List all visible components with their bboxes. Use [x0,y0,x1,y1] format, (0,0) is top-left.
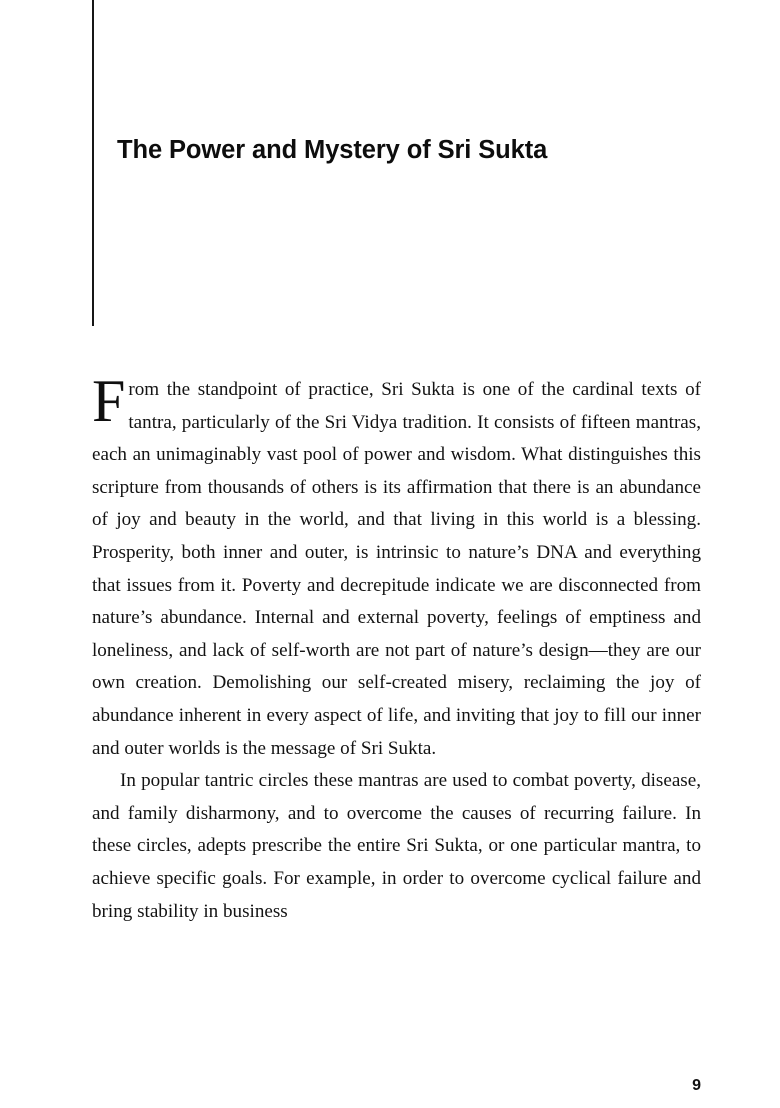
body-paragraph-2: In popular tantric circles these mantras are used to combat poverty, disease, and family disharmony, and to overcome the causes of recurring failure. In these circles, adepts prescribe the entire Sri Sukta, or one particular mantra, to achieve specific goals. For example, in order to overcome cyclical failure and bring stability in business [92,770,701,922]
page-title: The Power and Mystery of Sri Sukta [117,136,548,164]
body-paragraph-1: From the standpoint of practice, Sri Sukta is one of the cardinal texts of tantra, particularly of the Sri Vidya tradition. It consists of fifteen mantras, each an unimaginably vast pool of power and wisdom. What distinguishes this scripture from thousands of others is its affirmation that there is an abundance of joy and beauty in the world, and that living in this world is a blessing. Prosperity, both inner and outer, is intrinsic to nature’s DNA and everything that issues from it. Poverty and decrepitude indicate we are disconnected from nature’s abundance. Internal and external poverty, feelings of emptiness and loneliness, and lack of self-worth are not part of nature’s design—they are our own creation. Demolishing our self-created misery, reclaiming the joy of abundance inherent in every aspect of life, and inviting that joy to fill our inner and outer worlds is the message of Sri Sukta. [92,368,701,759]
chapter-opener-rule [92,0,94,326]
page-number: 9 [692,1077,701,1094]
body-text-column [92,368,701,928]
